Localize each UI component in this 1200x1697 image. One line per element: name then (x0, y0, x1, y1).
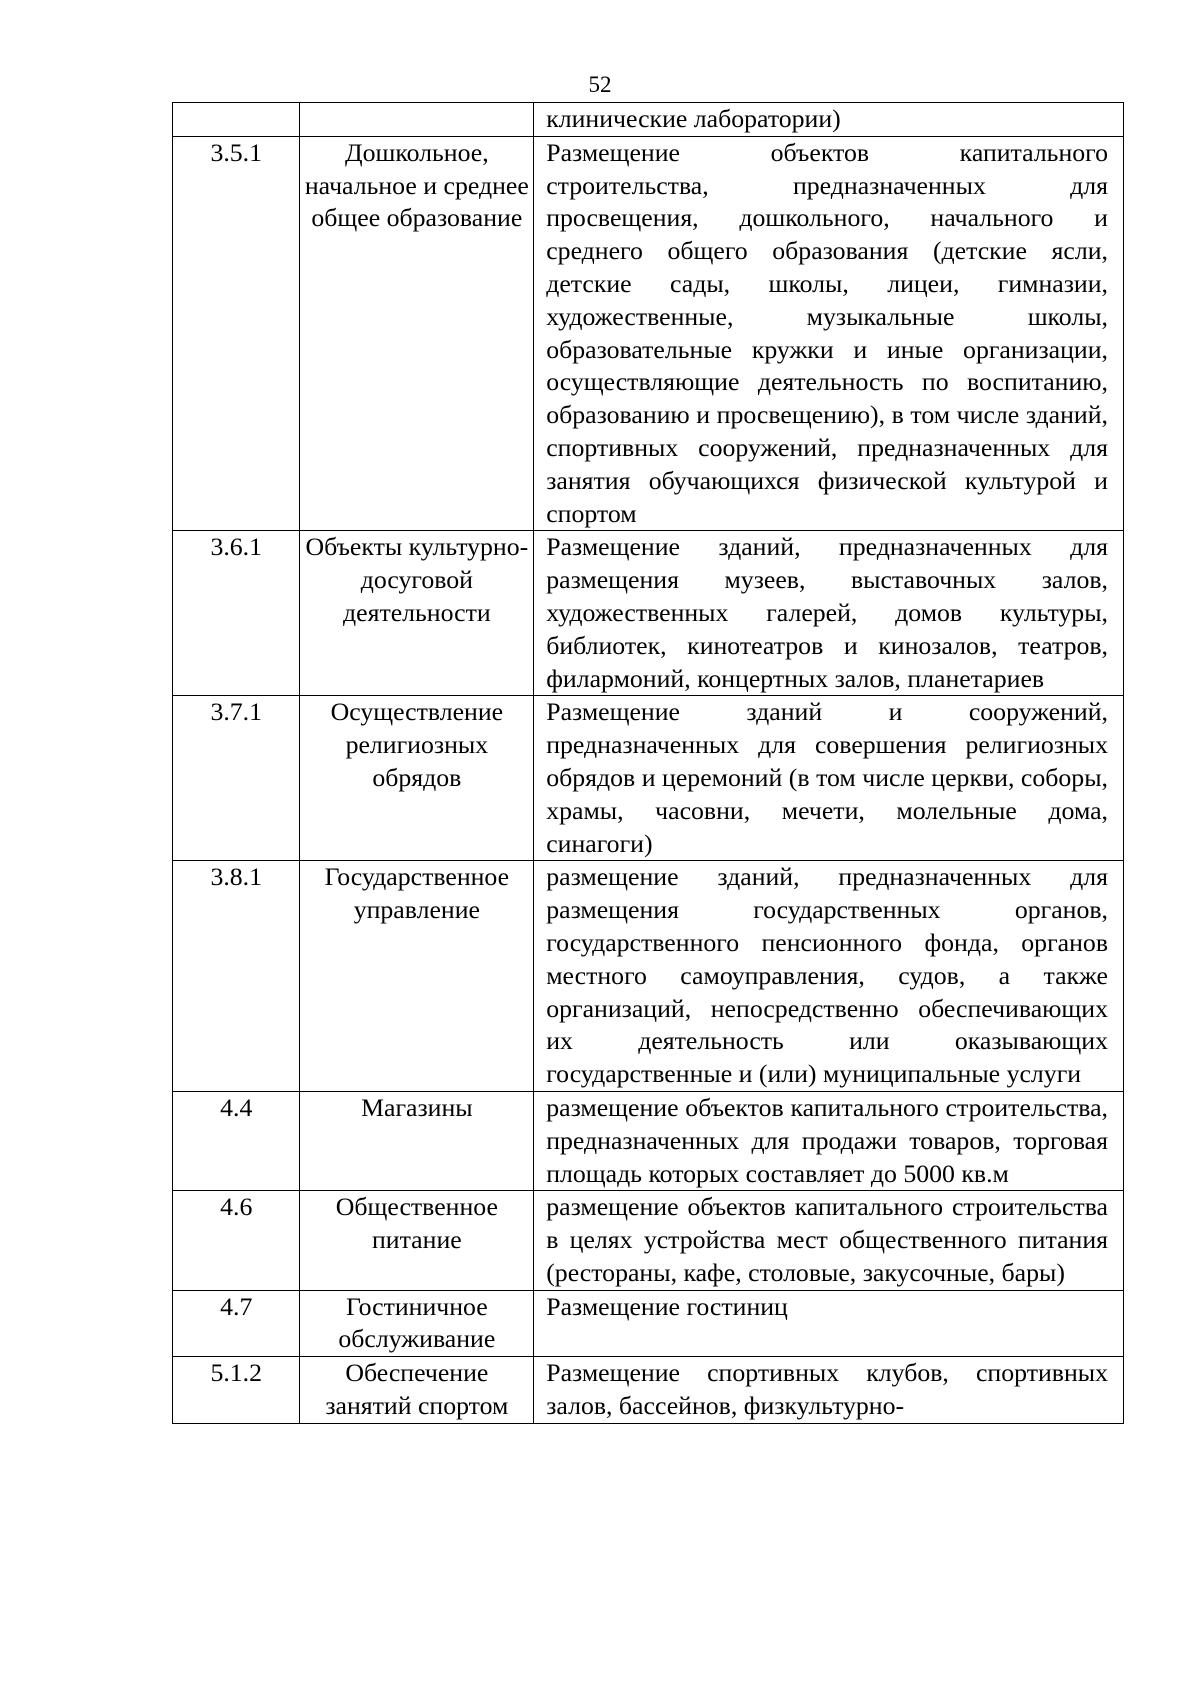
table-row (173, 531, 1124, 696)
code-cell (173, 103, 300, 137)
name-cell: Объекты культурно-досуговой деятельности (300, 531, 534, 696)
description-cell: Размещение спортивных клубов, спортивных залов, бассейнов, физкультурно- (534, 1357, 1124, 1424)
description-cell: клинические лаборатории) (534, 103, 1124, 137)
description-cell: Размещение гостиниц (534, 1290, 1124, 1357)
code-cell: 3.5.1 (173, 136, 300, 531)
name-cell: Магазины (300, 1091, 534, 1190)
name-cell (300, 103, 534, 137)
table-row (173, 103, 1124, 137)
description-cell: Размещение объектов капитального строительства, предназначенных для просвещения, дошкольного, начального и среднего общего образования (детские ясли, детские сады, школы, лицеи, гимназии, художественные, музыкальные школы, образовательные кружки и иные организации, осуществляющие деятельность по воспитанию, образованию и просвещению), в том числе зданий, спортивных сооружений, предназначенных для занятия обучающихся физической культурой и спортом (534, 136, 1124, 531)
code-cell: 3.8.1 (173, 861, 300, 1092)
table-row (173, 1191, 1124, 1290)
table-row (173, 1290, 1124, 1357)
name-cell: Общественное питание (300, 1191, 534, 1290)
land-use-table (172, 102, 1124, 1424)
description-cell: размещение объектов капитального строительства, предназначенных для продажи товаров, торговая площадь которых составляет до 5000 кв.м (534, 1091, 1124, 1190)
code-cell: 4.4 (173, 1091, 300, 1190)
name-cell: Осуществление религиозных обрядов (300, 696, 534, 861)
code-cell: 5.1.2 (173, 1357, 300, 1424)
table-row (173, 1091, 1124, 1190)
name-cell: Гостиничное обслуживание (300, 1290, 534, 1357)
description-cell: Размещение зданий, предназначенных для размещения музеев, выставочных залов, художественных галерей, домов культуры, библиотек, кинотеатров и кинозалов, театров, филармоний, концертных залов, планетариев (534, 531, 1124, 696)
table-row (173, 696, 1124, 861)
name-cell: Обеспечение занятий спортом (300, 1357, 534, 1424)
code-cell: 4.6 (173, 1191, 300, 1290)
table-row (173, 136, 1124, 531)
page-number: 52 (588, 72, 612, 97)
name-cell: Дошкольное, начальное и среднее общее образование (300, 136, 534, 531)
description-cell: Размещение зданий и сооружений, предназначенных для совершения религиозных обрядов и церемоний (в том числе церкви, соборы, храмы, часовни, мечети, молельные дома, синагоги) (534, 696, 1124, 861)
name-cell: Государственное управление (300, 861, 534, 1092)
table-row (173, 861, 1124, 1092)
description-cell: размещение зданий, предназначенных для размещения государственных органов, государственного пенсионного фонда, органов местного самоуправления, судов, а также организаций, непосредственно обеспечивающих их деятельность или оказывающих государственные и (или) муниципальные услуги (534, 861, 1124, 1092)
code-cell: 4.7 (173, 1290, 300, 1357)
description-cell: размещение объектов капитального строительства в целях устройства мест общественного питания (рестораны, кафе, столовые, закусочные, бары) (534, 1191, 1124, 1290)
table-row (173, 1357, 1124, 1424)
code-cell: 3.7.1 (173, 696, 300, 861)
code-cell: 3.6.1 (173, 531, 300, 696)
